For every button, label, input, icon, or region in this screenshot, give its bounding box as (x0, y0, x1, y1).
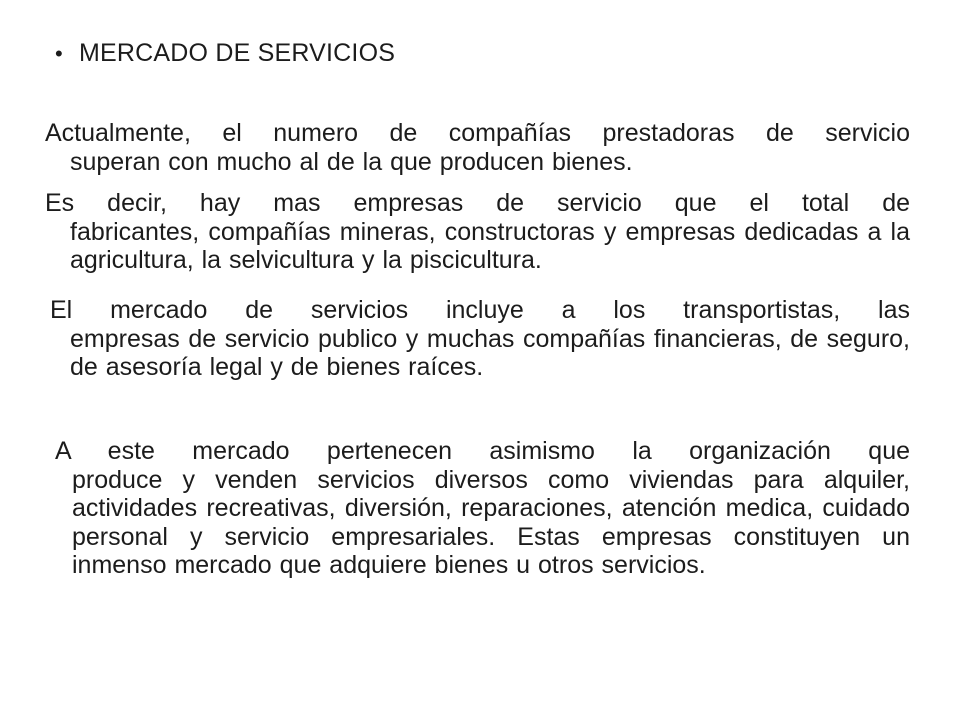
paragraph-2 (45, 189, 910, 275)
paragraph-1 (45, 119, 910, 176)
slide-heading (55, 36, 395, 71)
paragraph-2-continuation: fabricantes, compañías mineras, constructoras y empresas dedicadas a la agricultura, la selvicultura y la piscicultura. (70, 217, 910, 274)
paragraph-4-continuation: produce y venden servicios diversos como viviendas para alquiler, actividades recreativas, diversión, reparaciones, atención medica, cuidado personal y servicio empresariales. Estas empresas constituyen un inmenso mercado que adquiere bienes u otros servicios. (72, 465, 910, 579)
paragraph-3 (50, 296, 910, 382)
paragraph-4-first-line: A este mercado pertenecen asimismo la organización que (55, 437, 910, 465)
paragraph-2-first-line: Es decir, hay mas empresas de servicio que el total de (45, 189, 910, 217)
paragraph-3-continuation: empresas de servicio publico y muchas compañías financieras, de seguro, de asesoría legal y de bienes raíces. (70, 324, 910, 381)
paragraph-1-first-line: Actualmente, el numero de compañías prestadoras de servicio (45, 119, 910, 147)
bullet-icon: • (55, 41, 63, 66)
paragraph-1-continuation: superan con mucho al de la que producen bienes. (70, 147, 633, 176)
heading-text: MERCADO DE SERVICIOS (79, 39, 396, 67)
paragraph-3-first-line: El mercado de servicios incluye a los transportistas, las (50, 296, 910, 324)
paragraph-4 (55, 437, 910, 580)
